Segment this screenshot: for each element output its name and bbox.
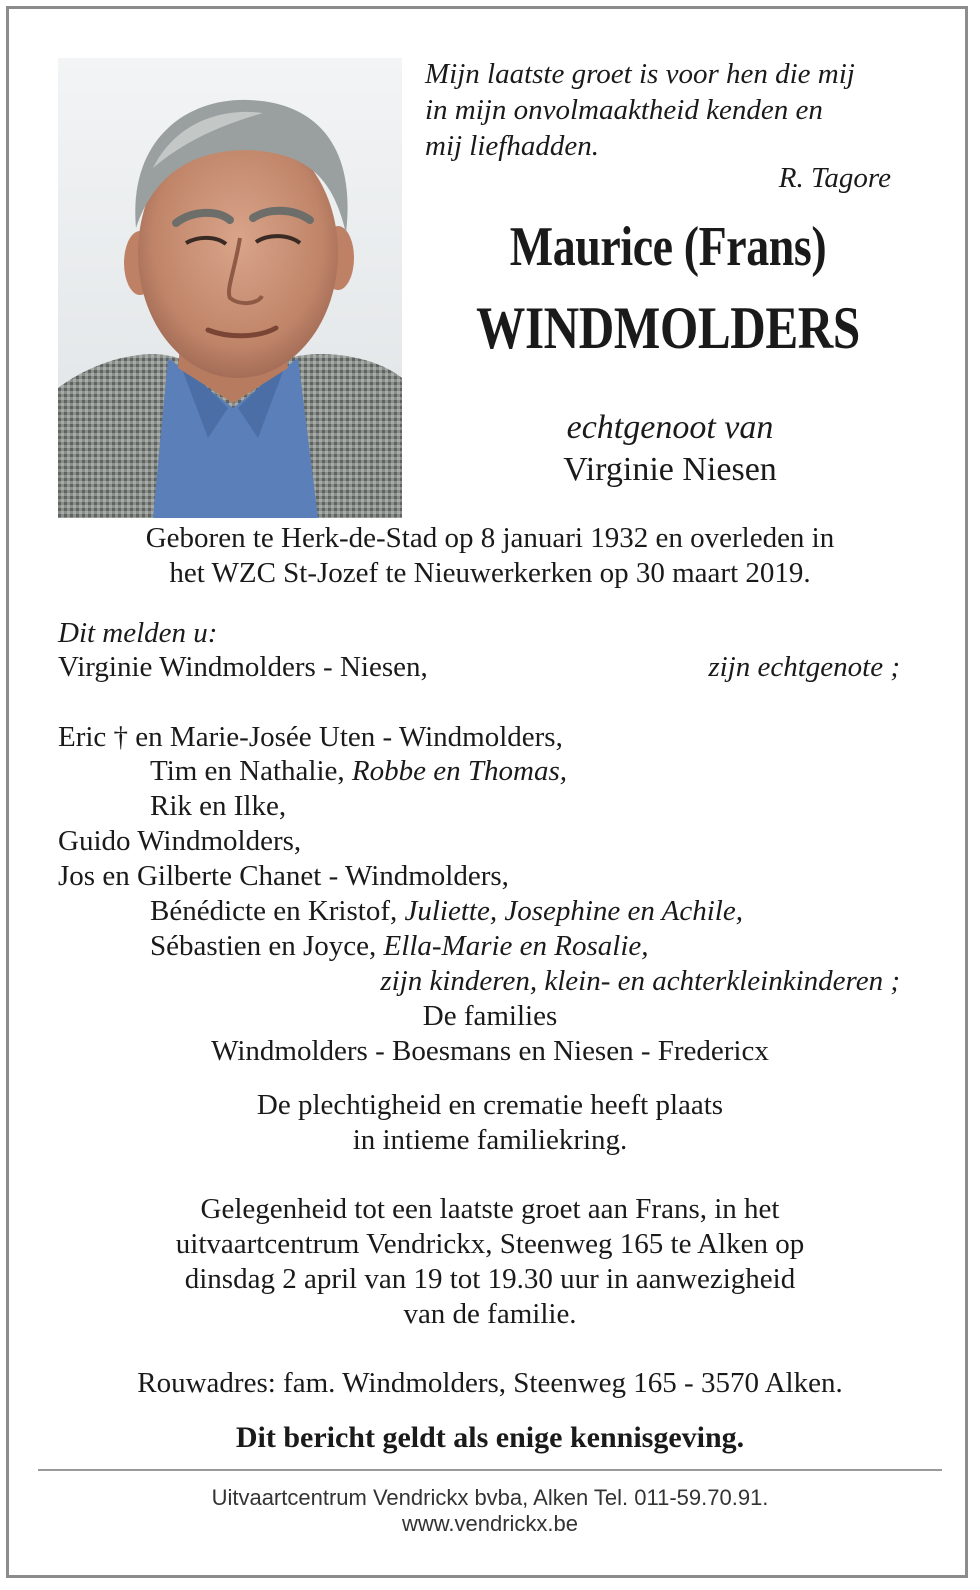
deceased-last-name: WINDMOLDERS <box>476 295 860 361</box>
family-line <box>58 824 301 859</box>
relation-label: echtgenoot van <box>566 409 774 446</box>
deceased-first-name: Maurice (Frans) <box>509 216 827 278</box>
family-line <box>150 789 286 824</box>
spouse-announcer: Virginie Windmolders - Niesen, <box>58 651 428 683</box>
family-line <box>58 720 563 755</box>
family-kids: Juliette, Josephine en Achile, <box>404 895 743 927</box>
families-names: Windmolders - Boesmans en Niesen - Fredericx <box>211 1035 769 1067</box>
quote-author: R. Tagore <box>778 162 891 194</box>
children-role: zijn kinderen, klein- en achterkleinkinderen ; <box>380 965 900 997</box>
family-name: Tim en Nathalie, <box>150 755 345 787</box>
funeral-home-website: www.vendrickx.be <box>401 1511 579 1536</box>
notice-line: Dit bericht geldt als enige kennisgeving. <box>235 1421 745 1454</box>
family-line <box>150 929 649 964</box>
families-label: De families <box>422 1000 558 1032</box>
birth-death-line: Geboren te Herk-de-Stad op 8 januari 1932 en overleden in <box>145 522 835 554</box>
family-name: Guido Windmolders, <box>58 825 302 857</box>
divider <box>38 1469 942 1471</box>
birth-death-line: het WZC St-Jozef te Nieuwerkerken op 30 maart 2019. <box>169 557 811 589</box>
family-name: Sébastien en Joyce, <box>150 930 377 962</box>
announcers-intro: Dit melden u: <box>58 617 218 649</box>
mourning-address: Rouwadres: fam. Windmolders, Steenweg 165 - 3570 Alken. <box>137 1367 843 1399</box>
quote-line: Mijn laatste groet is voor hen die mij <box>425 58 855 90</box>
visitation-line: dinsdag 2 april van 19 tot 19.30 uur in aanwezigheid <box>184 1263 796 1295</box>
visitation-line: uitvaartcentrum Vendrickx, Steenweg 165 te Alken op <box>175 1228 805 1260</box>
quote-text <box>425 56 895 164</box>
portrait-photo <box>58 58 402 518</box>
family-line <box>58 859 509 894</box>
family-line <box>150 894 743 929</box>
quote-line: in mijn onvolmaaktheid kenden en <box>425 94 823 126</box>
ceremony-line: in intieme familiekring. <box>352 1124 628 1156</box>
family-name: Jos en Gilberte Chanet - Windmolders, <box>58 860 509 892</box>
ceremony-line: De plechtigheid en crematie heeft plaats <box>256 1089 724 1121</box>
family-kids: Ella-Marie en Rosalie, <box>383 930 649 962</box>
family-name: Rik en Ilke, <box>150 790 287 822</box>
funeral-home-info: Uitvaartcentrum Vendrickx bvba, Alken Tel. 011-59.70.91. <box>211 1485 769 1510</box>
family-name: Bénédicte en Kristof, <box>150 895 398 927</box>
quote-line: mij liefhadden. <box>425 130 599 162</box>
spouse-role: zijn echtgenote ; <box>708 651 900 683</box>
spouse-name: Virginie Niesen <box>563 451 777 488</box>
family-name: Eric † en Marie-Josée Uten - Windmolders, <box>58 721 563 753</box>
family-line <box>150 754 567 789</box>
family-kids: Robbe en Thomas, <box>351 755 567 787</box>
visitation-line: Gelegenheid tot een laatste groet aan Frans, in het <box>200 1193 780 1225</box>
visitation-line: van de familie. <box>403 1298 577 1330</box>
